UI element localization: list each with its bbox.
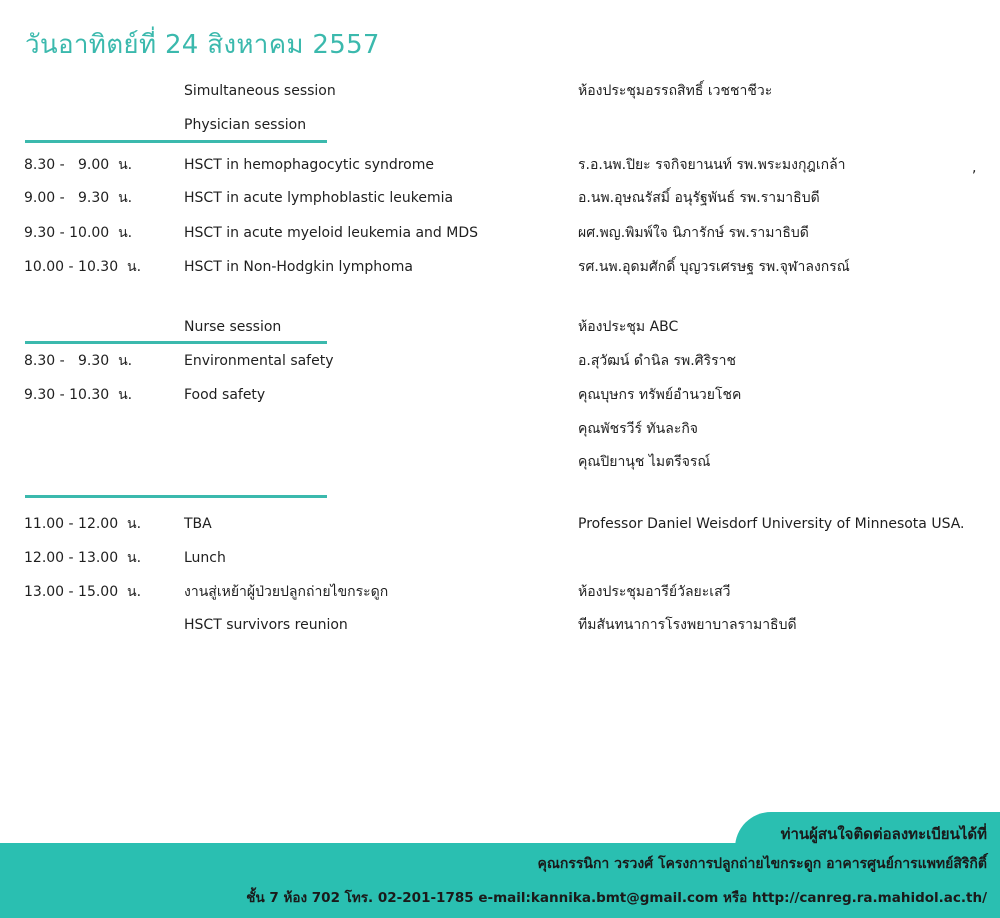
- schedule-time: 12.00 - 13.00 น.: [24, 550, 142, 566]
- session-title: Simultaneous session: [184, 83, 336, 99]
- schedule-topic: Environmental safety: [184, 353, 334, 369]
- stray-mark: ,: [972, 160, 977, 176]
- schedule-row: [0, 349, 1000, 373]
- schedule-row: [0, 186, 1000, 210]
- schedule-time: 9.30 - 10.30 น.: [24, 387, 133, 403]
- schedule-topic: งานสู่เหย้าผู้ป่วยปลูกถ่ายไขกระดูก: [184, 584, 389, 600]
- schedule-speaker: อ.สุวัฒน์ ดำนิล รพ.ศิริราช: [578, 353, 736, 369]
- schedule-row: [0, 417, 1000, 441]
- section-divider: [25, 341, 327, 344]
- schedule-row: [0, 450, 1000, 474]
- schedule-topic: HSCT in acute lymphoblastic leukemia: [184, 190, 454, 206]
- schedule-speaker: อ.นพ.อุษณรัสมิ์ อนุรัฐพันธ์ รพ.รามาธิบดี: [578, 190, 820, 206]
- schedule-row: [0, 383, 1000, 407]
- schedule-time: 9.00 - 9.30 น.: [24, 190, 133, 206]
- session-header-row: [0, 315, 1000, 339]
- footer-contact-name: คุณกรรนิกา วรวงศ์ โครงการปลูกถ่ายไขกระดูก อาคารศูนย์การแพทย์สิริกิติ์: [537, 856, 987, 872]
- schedule-topic: Food safety: [184, 387, 266, 403]
- schedule-time: 8.30 - 9.00 น.: [24, 157, 133, 173]
- schedule-row: [0, 613, 1000, 637]
- section-divider: [25, 140, 327, 143]
- schedule-speaker: คุณบุษกร ทรัพย์อำนวยโชค: [578, 387, 742, 403]
- schedule-time: 10.00 - 10.30 น.: [24, 259, 142, 275]
- schedule-row: [0, 221, 1000, 245]
- schedule-row: [0, 580, 1000, 604]
- schedule-speaker: ร.อ.นพ.ปิยะ รจกิจยานนท์ รพ.พระมงกุฎเกล้า: [578, 157, 846, 173]
- schedule-speaker: คุณพัชรวีร์ ทันละกิจ: [578, 421, 699, 437]
- schedule-topic: HSCT in acute myeloid leukemia and MDS: [184, 225, 479, 241]
- footer-contact-details: ชั้น 7 ห้อง 702 โทร. 02-201-1785 e-mail:kannika.bmt@gmail.com หรือ http://canreg.ra.mahidol.ac.th/: [246, 890, 987, 906]
- schedule-time: 13.00 - 15.00 น.: [24, 584, 142, 600]
- session-room: ห้องประชุมอรรถสิทธิ์ เวชชาชีวะ: [578, 83, 773, 99]
- schedule-speaker: คุณปิยานุช ไมตรีจรณ์: [578, 454, 711, 470]
- schedule-speaker: รศ.นพ.อุดมศักดิ์ บุญวรเศรษฐ รพ.จุฬาลงกรณ์: [578, 259, 850, 275]
- schedule-speaker: Professor Daniel Weisdorf University of Minnesota USA.: [578, 516, 965, 532]
- schedule-row: [0, 512, 1000, 536]
- schedule-speaker: ห้องประชุมอารีย์วัลยะเสวี: [578, 584, 731, 600]
- footer-heading: ท่านผู้สนใจติดต่อลงทะเบียนได้ที่: [780, 825, 987, 843]
- session-title: Nurse session: [184, 319, 282, 335]
- schedule-topic: HSCT in hemophagocytic syndrome: [184, 157, 434, 173]
- schedule-speaker: ทีมสันทนาการโรงพยาบาลรามาธิบดี: [578, 617, 797, 633]
- schedule-time: 11.00 - 12.00 น.: [24, 516, 142, 532]
- session-room: ห้องประชุม ABC: [578, 319, 679, 335]
- schedule-topic: Lunch: [184, 550, 226, 566]
- page-heading: วันอาทิตย์ที่ 24 สิงหาคม 2557: [25, 30, 380, 60]
- schedule-time: 9.30 - 10.00 น.: [24, 225, 133, 241]
- schedule-topic: HSCT in Non-Hodgkin lymphoma: [184, 259, 413, 275]
- schedule-row: [0, 255, 1000, 279]
- schedule-time: 8.30 - 9.30 น.: [24, 353, 133, 369]
- schedule-row: [0, 546, 1000, 570]
- schedule-topic: TBA: [184, 516, 212, 532]
- session-subtitle-row: [0, 113, 1000, 137]
- session-subtitle: Physician session: [184, 117, 307, 133]
- schedule-row: [0, 153, 1000, 177]
- session-header-row: [0, 79, 1000, 103]
- schedule-speaker: ผศ.พญ.พิมพ์ใจ นิภารักษ์ รพ.รามาธิบดี: [578, 225, 809, 241]
- section-divider: [25, 495, 327, 498]
- schedule-topic: HSCT survivors reunion: [184, 617, 348, 633]
